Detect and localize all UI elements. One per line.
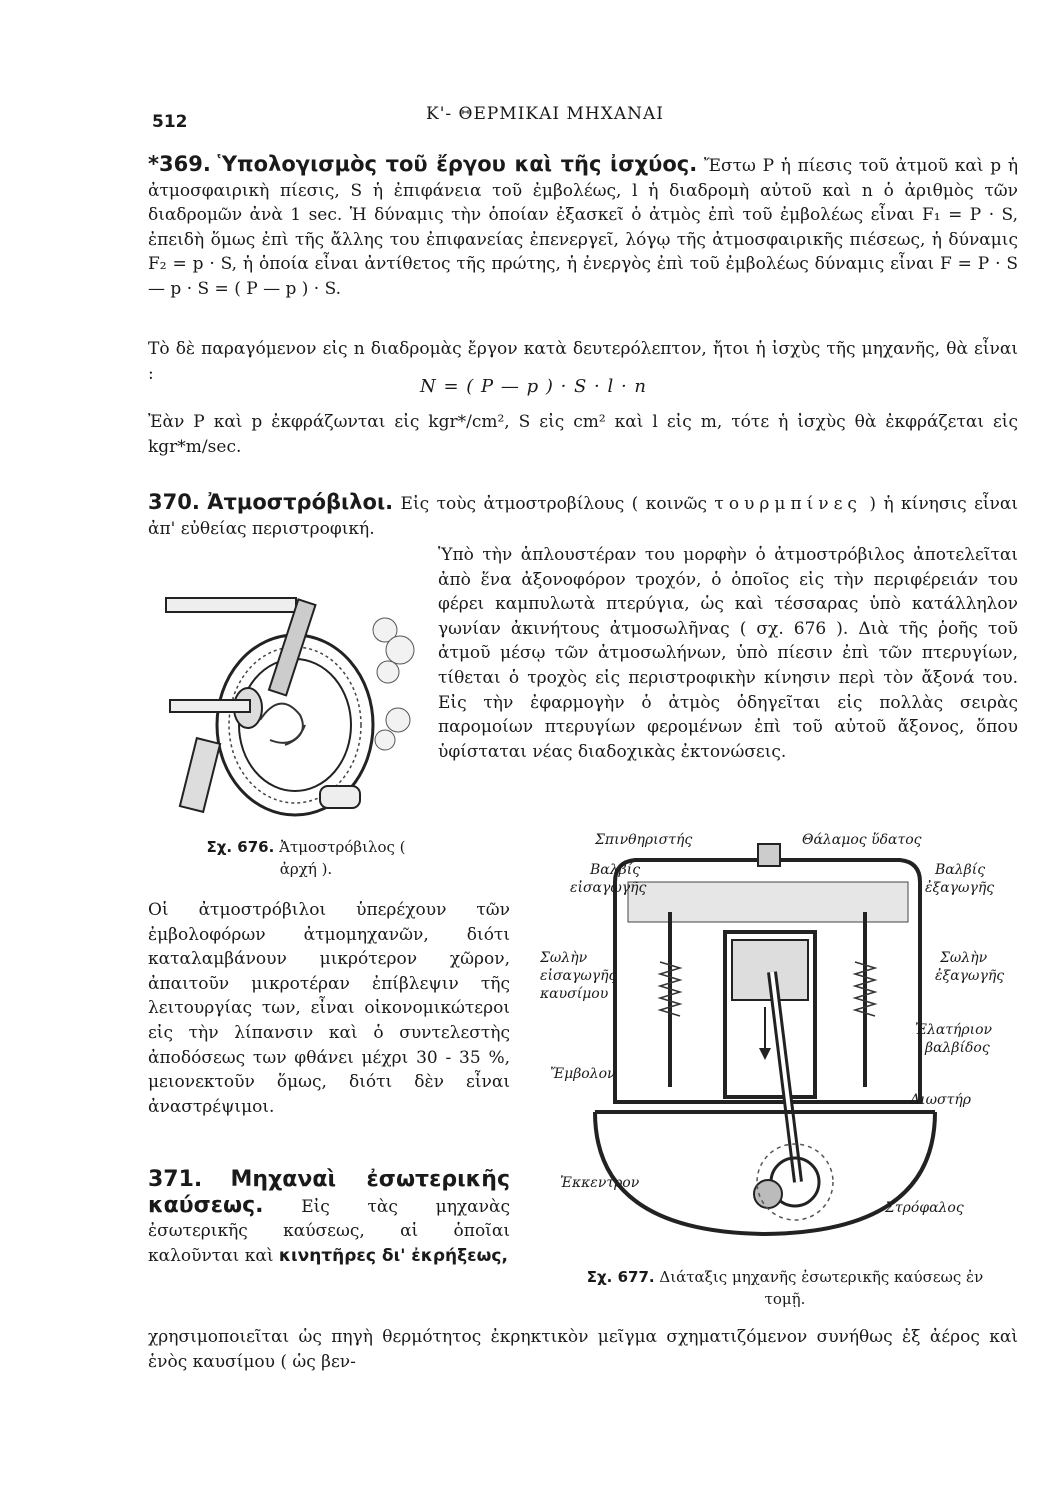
section-370-paragraph bbox=[148, 490, 1018, 541]
label-eccentric: Ἐκκεντρον bbox=[560, 1175, 640, 1191]
label-exhaust-valve-2: ἐξαγωγῆς bbox=[925, 880, 995, 896]
figure-677-caption-text: Διάταξις μηχανῆς ἐσωτερικῆς καύσεως ἐν τομῇ. bbox=[659, 1268, 984, 1308]
running-head: Κ'- ΘΕΡΜΙΚΑΙ ΜΗΧΑΝΑΙ bbox=[426, 104, 665, 124]
section-371-bold-phrase: κινητῆρες δι' ἐκρήξεως, bbox=[278, 1245, 508, 1266]
figure-676-turbine-illustration bbox=[160, 590, 430, 830]
label-valve-spring-2: βαλβίδος bbox=[925, 1040, 990, 1056]
label-intake-pipe-3: καυσίμου bbox=[540, 986, 609, 1002]
section-370-number: 370. bbox=[148, 490, 200, 514]
section-369-text2: Τὸ δὲ παραγόμενον εἰς n διαδρομὰς ἔργον κατὰ δευτερόλεπτον, ἤτοι ἡ ἰσχὺς τῆς μηχανῆς, θὰ εἶναι : bbox=[148, 339, 1018, 384]
label-intake-pipe-1: Σωλὴν bbox=[540, 950, 588, 966]
section-369-text: Ἔστω P ἡ πίεσις τοῦ ἀτμοῦ καὶ p ἡ ἀτμοσφαιρικὴ πίεσις, S ἡ ἐπιφάνεια τοῦ ἐμβολέως, l ἡ διαδρομὴ αὐτοῦ καὶ n ὁ ἀριθμὸς τῶν διαδρομῶν ἀνὰ 1 sec. Ἡ δύναμις τὴν ὁποίαν ἐξασκεῖ ὁ ἀτμὸς ἐπὶ τοῦ ἐμβολέως εἶναι F₁ = P · S, ἐπειδὴ ὅμως ἐπὶ τῆς ἄλλης του ἐπιφανείας ἐπενεργεῖ, λόγῳ τῆς ἀτμοσφαιρικῆς πιέσεως, ἡ δύναμις F₂ = p · S, ἡ ὁποία εἶναι ἀντίθετος τῆς πρώτης, ἡ ἐνεργὸς ἐπὶ τοῦ ἐμβολέως δύναμις εἶναι F = P · S — p · S = ( P — p ) · S. bbox=[148, 156, 1019, 299]
power-formula: N = ( P — p ) · S · l · n bbox=[420, 376, 648, 397]
label-spark-plug: Σπινθηριστής bbox=[595, 832, 693, 848]
section-370-text-a: Εἰς τοὺς ἀτμοστροβίλους ( κοινῶς bbox=[400, 494, 707, 514]
section-370-text-b: ) ἡ κίνησις εἶναι ἀπ' εὐθείας περιστροφική. bbox=[148, 494, 1019, 539]
figure-677-label: Σχ. 677. bbox=[586, 1268, 655, 1286]
section-371-text-a: Εἰς τὰς μηχανὰς ἐσωτερικῆς καύσεως, αἱ ὁποῖαι καλοῦνται καὶ bbox=[148, 1196, 510, 1266]
section-371-text-b: χρησιμοποιεῖται ὡς πηγὴ θερμότητος ἐκρηκτικὸν μεῖγμα σχηματιζόμενον συνήθως ἐξ ἀέρος καὶ ἑνὸς καυσίμου ( ὡς βεν- bbox=[148, 1327, 1018, 1372]
label-intake-pipe-2: εἰσαγωγῆς bbox=[540, 968, 617, 984]
figure-676-label: Σχ. 676. bbox=[206, 838, 275, 856]
section-369-paragraph bbox=[148, 152, 1018, 302]
section-369-text3: Ἐὰν P καὶ p ἐκφράζωνται εἰς kgr*/cm², S εἰς cm² καὶ l εἰς m, τότε ἡ ἰσχὺς θὰ ἐκφράζεται εἰς kgr*m/sec. bbox=[148, 412, 1018, 457]
label-connecting-rod: Διωστήρ bbox=[910, 1092, 971, 1108]
section-370-title: Ἀτμοστρόβιλοι. bbox=[207, 490, 394, 514]
figure-677-engine-diagram bbox=[540, 822, 1020, 1242]
label-exhaust-valve-1: Βαλβίς bbox=[935, 862, 986, 878]
label-intake-valve-2: εἰσαγωγῆς bbox=[570, 880, 647, 896]
label-crankshaft: Στρόφαλος bbox=[885, 1200, 964, 1216]
page-number: 512 bbox=[152, 112, 188, 132]
section-370-text3: Οἱ ἀτμοστρόβιλοι ὑπερέχουν τῶν ἐμβολοφόρων ἀτμομηχανῶν, διότι καταλαμβάνουν μικρότερον χῶρον, ἀπαιτοῦν μικροτέραν ἐπίβλεψιν τῆς λειτουργίας των, εἶναι οἰκονομικώτεροι εἰς τὴν λίπανσιν καὶ ὁ συντελεστὴς ἀποδόσεως των φθάνει μέχρι 30 - 35 %, μειονεκτοῦν ὅμως, διότι δὲν εἶναι ἀναστρέψιμοι. bbox=[148, 900, 510, 1117]
label-piston: Ἔμβολον bbox=[550, 1066, 616, 1082]
label-exhaust-pipe-1: Σωλὴν bbox=[940, 950, 988, 966]
section-370-text2: Ὑπὸ τὴν ἁπλουστέραν του μορφὴν ὁ ἀτμοστρόβιλος ἀποτελεῖται ἀπὸ ἕνα ἀξονοφόρον τροχόν, ὁ ὁποῖος εἰς τὴν περιφέρειάν του φέρει καμπυλωτὰ πτερύγια, ὡς καὶ τέσσαρας ὑπὸ κατάλληλον γωνίαν ἀκινήτους ἀτμοσωλῆνας ( σχ. 676 ). Διὰ τῆς ῥοῆς τοῦ ἀτμοῦ μέσῳ τῶν ἀτμοσωλήνων, ὑπὸ πίεσιν ἐπὶ τῶν πτερυγίων, τίθεται ὁ τροχὸς εἰς περιστροφικὴν κίνησιν περὶ τὸν ἄξονά του. Εἰς τὴν ἐφαρμογὴν ὁ ἀτμὸς ὁδηγεῖται εἰς πολλὰς σειρὰς παρομοίων πτερυγίων φερομένων ἐπὶ τοῦ αὐτοῦ ἄξονος, ὅπου ὑφίσταται νέας διαδοχικὰς ἐκτονώσεις. bbox=[438, 545, 1018, 762]
section-369-number: *369. bbox=[148, 152, 211, 176]
figure-677-caption bbox=[570, 1266, 1000, 1310]
section-371-number: 371. bbox=[148, 1167, 203, 1192]
label-intake-valve-1: Βαλβίς bbox=[590, 862, 641, 878]
section-371-title: Μηχαναὶ ἐσωτερικῆς καύσεως. bbox=[148, 1167, 510, 1218]
section-371-paragraph bbox=[148, 1168, 510, 1268]
section-369-title: Ὑπολογισμὸς τοῦ ἔργου καὶ τῆς ἰσχύος. bbox=[217, 152, 698, 176]
label-exhaust-pipe-2: ἐξαγωγῆς bbox=[935, 968, 1005, 984]
section-370-spaced-word: τουρμπίνες bbox=[714, 494, 862, 514]
figure-676-caption bbox=[196, 836, 416, 880]
label-valve-spring-1: Ἐλατήριον bbox=[915, 1022, 993, 1038]
label-water-chamber: Θάλαμος ὕδατος bbox=[802, 832, 922, 848]
figure-676-caption-text: Ἀτμοστρόβιλος ( ἀρχή ). bbox=[279, 838, 406, 878]
